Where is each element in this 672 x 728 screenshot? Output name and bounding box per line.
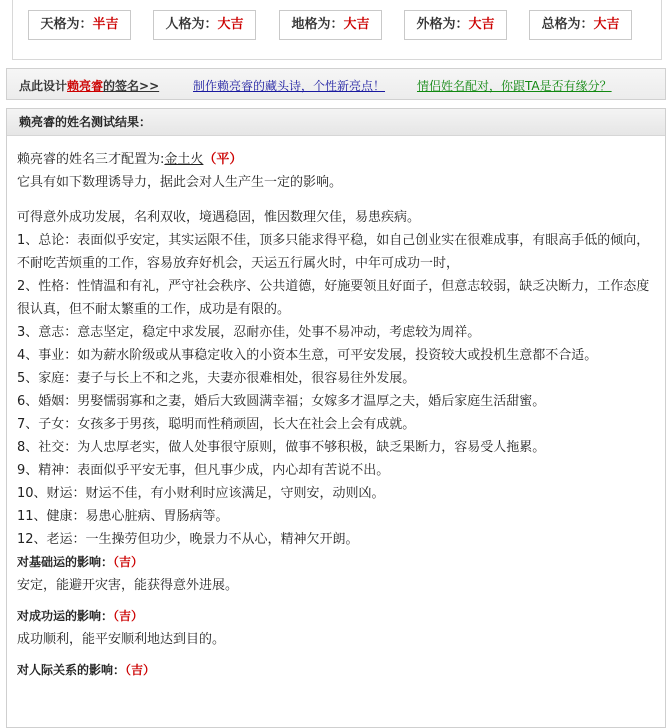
analysis-item: 7、子女：女孩多于男孩，聪明而性稍顽固，长大在社会上会有成就。	[17, 417, 416, 432]
sign-prefix: 点此设计	[19, 79, 68, 93]
couple-match-link[interactable]: 情侣姓名配对，你跟TA是否有缘分？	[417, 79, 612, 93]
result-content	[7, 136, 665, 682]
analysis-item: 8、社交：为人忠厚老实，做人处事很守原则，做事不够积极，缺乏果断力，容易受人拖累。	[17, 440, 546, 455]
section-grade: （吉）	[125, 663, 156, 677]
analysis-item: 6、婚姻：男娶懦弱寡和之妻，婚后大致圆满幸福；女嫁多才温厚之夫，婚后家庭生活甜蜜。	[17, 394, 546, 409]
analysis-item: 4、事业：如为薪水阶级或从事稳定收入的小资本生意，可平安发展，投资较大或投机生意都不合适。	[17, 348, 598, 363]
grade-label: 外格为：	[416, 17, 469, 32]
grade-label: 地格为：	[291, 17, 344, 32]
sign-suffix: 的签名>>	[103, 79, 160, 93]
result-header: 赖亮睿的姓名测试结果：	[7, 109, 665, 136]
sancai-prefix: 赖亮睿的姓名三才配置为:	[17, 152, 165, 167]
design-signature-link[interactable]	[19, 77, 159, 94]
sancai-desc: 它具有如下数理诱导力，据此会对人生产生一定的影响。	[17, 175, 343, 190]
grade-label: 天格为：	[40, 17, 93, 32]
link-bar	[6, 68, 666, 100]
result-panel	[6, 108, 666, 728]
section-title	[17, 551, 657, 574]
section-grade: （吉）	[113, 555, 144, 569]
analysis-item: 2、性格：性情温和有礼，严守社会秩序、公共道德，好施要领且好面子，但意志较弱，缺乏决断力，工作态度很认真，但不耐太繁重的工作，成功是有限的。	[17, 279, 650, 317]
section-title-text: 对成功运的影响：	[17, 609, 114, 623]
grade-tian	[28, 10, 131, 40]
analysis-item: 1、总论：表面似乎安定，其实运限不佳，顶多只能求得平稳，如自己创业实在很难成事，有眼高手低的倾向，不耐吃苦烦重的工作，容易放弃好机会，天运五行属火时，中年可成功一时，	[17, 233, 650, 271]
section-text: 成功顺利，能平安顺利地达到目的。	[17, 632, 226, 647]
acrostic-poem-link[interactable]: 制作赖亮睿的藏头诗，个性新亮点！	[193, 79, 386, 93]
analysis-item: 10、财运：财运不佳，有小财利时应该满足，守则安，动则凶。	[17, 486, 385, 501]
grade-label: 人格为：	[165, 17, 218, 32]
sancai-line	[17, 148, 657, 171]
sign-name: 赖亮睿	[67, 79, 104, 93]
grade-value: 大吉	[217, 17, 244, 32]
grade-value: 大吉	[468, 17, 495, 32]
section-title	[17, 605, 657, 628]
grade-di	[279, 10, 382, 40]
sancai-grade: （平）	[203, 152, 243, 167]
section-title-text: 对人际关系的影响：	[17, 663, 126, 677]
grade-value: 半吉	[92, 17, 119, 32]
grade-wai	[404, 10, 507, 40]
grade-label: 总格为：	[541, 17, 594, 32]
analysis-item: 3、意志：意志坚定，稳定中求发展，忍耐亦佳，处事不易冲动，考虑较为周祥。	[17, 325, 481, 340]
analysis-item: 9、精神：表面似乎平安无事，但凡事少成，内心却有苦说不出。	[17, 463, 390, 478]
section-text: 安定，能避开灾害，能获得意外进展。	[17, 578, 239, 593]
sancai-value: 金土火	[164, 152, 204, 167]
analysis-item: 5、家庭：妻子与长上不和之兆，夫妻亦很难相处，很容易往外发展。	[17, 371, 416, 386]
grade-value: 大吉	[593, 17, 620, 32]
analysis-item: 12、老运：一生操劳但功少，晚景力不从心，精神欠开朗。	[17, 532, 359, 547]
grade-value: 大吉	[343, 17, 370, 32]
grade-ren	[153, 10, 256, 40]
section-title-text: 对基础运的影响：	[17, 555, 114, 569]
grade-zong	[529, 10, 632, 40]
section-title	[17, 659, 657, 682]
analysis-item: 11、健康：易患心脏病、胃肠病等。	[17, 509, 229, 524]
summary-text: 可得意外成功发展，名利双收，境遇稳固，惟因数理欠佳，易患疾病。	[17, 210, 421, 225]
section-grade: （吉）	[113, 609, 144, 623]
grades-row	[12, 0, 662, 60]
